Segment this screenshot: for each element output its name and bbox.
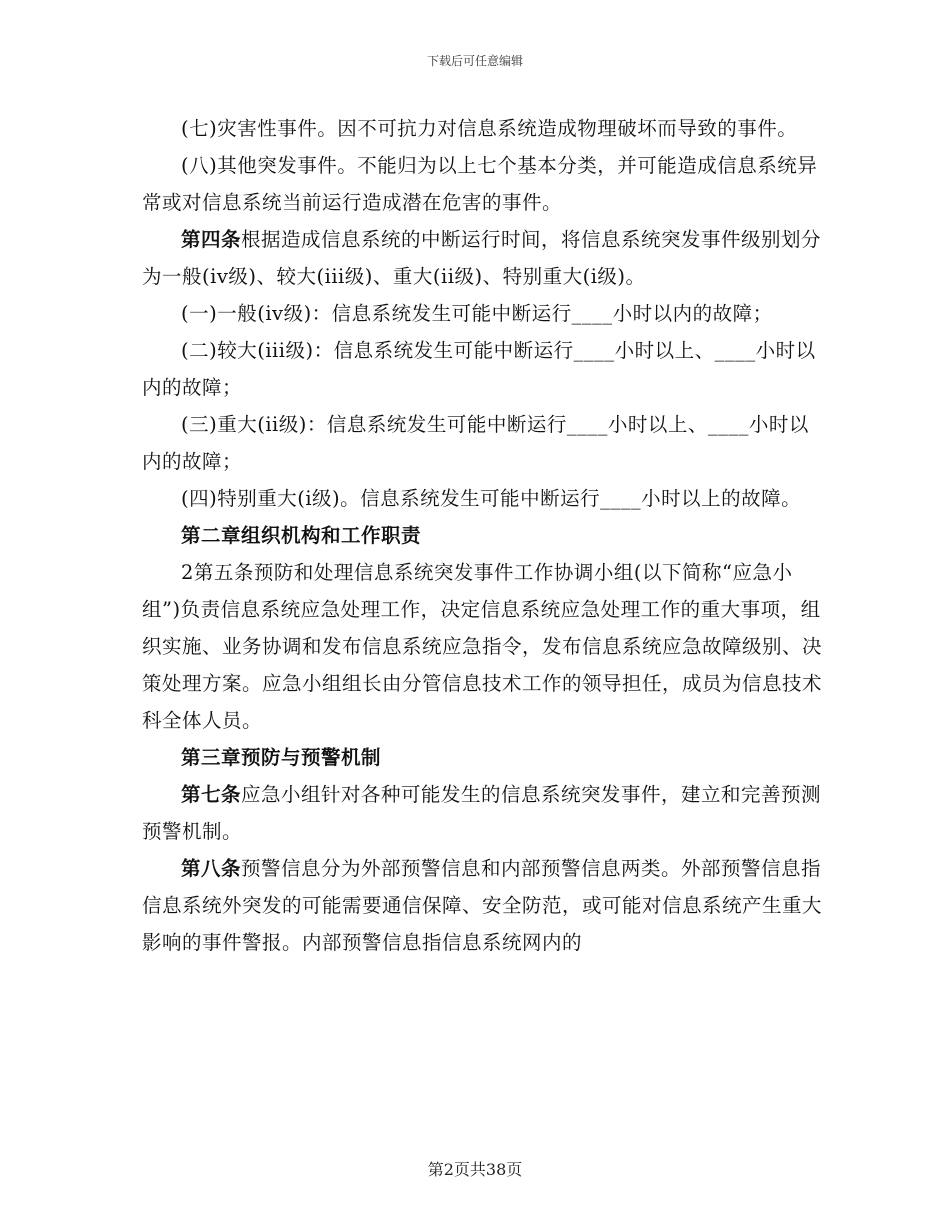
article-4-lead: 第四条 <box>181 228 242 251</box>
page-header: 下载后可任意编辑 <box>426 54 523 68</box>
level-critical: (四)特别重大(i级)。信息系统发生可能中断运行____小时以上的故障。 <box>181 487 802 510</box>
level-general: (一)一般(iv级)：信息系统发生可能中断运行____小时以内的故障； <box>181 302 773 325</box>
article-4: 第四条根据造成信息系统的中断运行时间，将信息系统突发事件级别划分为一般(iv级)、较大(iii级)、重大(ii级)、特别重大(i级)。 <box>142 228 822 288</box>
document-body <box>142 110 822 961</box>
article-8: 第八条预警信息分为外部预警信息和内部预警信息两类。外部预警信息指信息系统外突发的可能需要通信保障、安全防范，或可能对信息系统产生重大影响的事件警报。内部预警信息指信息系统网内的 <box>142 857 823 954</box>
page-footer: 第2页共38页 <box>427 1160 523 1179</box>
article-8-lead: 第八条 <box>181 857 242 880</box>
paragraph-7: (七)灾害性事件。因不可抗力对信息系统造成物理破坏而导致的事件。 <box>181 117 798 140</box>
article-7-lead: 第七条 <box>181 783 242 806</box>
article-7: 第七条应急小组针对各种可能发生的信息系统突发事件，建立和完善预测预警机制。 <box>142 783 822 843</box>
level-major: (二)较大(iii级)：信息系统发生可能中断运行____小时以上、____小时以内的故障； <box>142 339 816 399</box>
level-serious: (三)重大(ii级)：信息系统发生可能中断运行____小时以上、____小时以内的故障； <box>142 413 809 473</box>
chapter-3-title: 第三章预防与预警机制 <box>181 746 382 769</box>
chapter-2-title: 第二章组织机构和工作职责 <box>181 524 422 547</box>
paragraph-8: (八)其他突发事件。不能归为以上七个基本分类，并可能造成信息系统异常或对信息系统当前运行造成潜在危害的事件。 <box>142 154 818 214</box>
article-5: 2第五条预防和处理信息系统突发事件工作协调小组(以下简称“应急小组”)负责信息系统应急处理工作，决定信息系统应急处理工作的重大事项，组织实施、业务协调和发布信息系统应急指令，发布信息系统应急故障级别、决策处理方案。应急小组组长由分管信息技术工作的领导担任，成员为信息技术科全体人员。 <box>142 561 823 732</box>
